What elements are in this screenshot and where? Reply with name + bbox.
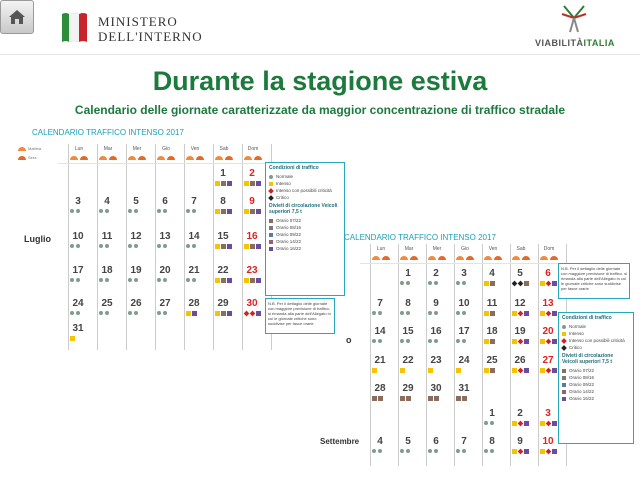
traffic-indicator bbox=[428, 281, 440, 285]
traffic-indicator bbox=[70, 209, 82, 213]
traffic-indicator bbox=[186, 311, 198, 316]
italian-flag-logo bbox=[60, 10, 90, 44]
traffic-indicator bbox=[456, 396, 468, 401]
calendar-day: 9 bbox=[433, 298, 439, 309]
traffic-indicator bbox=[128, 209, 140, 213]
legend-ban-1422: Orario 14/22 bbox=[266, 238, 344, 245]
calendar-day: 8 bbox=[489, 436, 495, 447]
traffic-indicator bbox=[157, 244, 169, 248]
day-name: Lun bbox=[376, 246, 386, 252]
traffic-indicator bbox=[540, 339, 558, 344]
traffic-indicator bbox=[512, 339, 530, 344]
sun-icon bbox=[428, 256, 436, 260]
traffic-indicator bbox=[99, 209, 111, 213]
traffic-indicator bbox=[157, 209, 169, 213]
traffic-indicator bbox=[186, 209, 198, 213]
traffic-indicator bbox=[70, 278, 82, 282]
traffic-indicator bbox=[456, 449, 468, 453]
traffic-indicator bbox=[244, 311, 262, 316]
traffic-indicator bbox=[428, 339, 440, 343]
legend-box-right bbox=[558, 312, 634, 444]
calendar-day: 10 bbox=[458, 298, 470, 309]
grid-vline bbox=[126, 144, 127, 350]
calendar-day: 2 bbox=[517, 408, 523, 419]
calendar-day: 16 bbox=[430, 326, 442, 337]
traffic-indicator bbox=[244, 244, 262, 249]
sun-icon bbox=[494, 256, 502, 260]
traffic-indicator bbox=[186, 278, 198, 282]
traffic-indicator bbox=[484, 339, 496, 344]
sun-icon bbox=[109, 156, 117, 160]
calendar-day: 9 bbox=[517, 436, 523, 447]
traffic-indicator bbox=[512, 311, 530, 316]
sun-icon bbox=[215, 156, 223, 160]
calendar-day: 20 bbox=[159, 265, 171, 276]
day-name: Ven bbox=[488, 246, 498, 252]
sun-icon bbox=[244, 156, 252, 160]
traffic-indicator bbox=[456, 281, 468, 285]
grid-vline bbox=[68, 144, 69, 350]
viabilita-italia-wordmark: VIABILITÀITALIA bbox=[535, 38, 615, 48]
calendar-day: 25 bbox=[101, 298, 113, 309]
calendar-day: 13 bbox=[542, 298, 554, 309]
sun-icon bbox=[512, 256, 520, 260]
traffic-indicator bbox=[456, 339, 468, 343]
calendar-day: 8 bbox=[220, 196, 226, 207]
traffic-indicator bbox=[400, 368, 406, 373]
calendar-day: 8 bbox=[405, 298, 411, 309]
calendar-day: 14 bbox=[374, 326, 386, 337]
traffic-indicator bbox=[484, 449, 496, 453]
calendar-day: 29 bbox=[402, 383, 414, 394]
legend-ban-0816: Orario 08/16 bbox=[559, 374, 633, 381]
legend-ban-1622: Orario 16/22 bbox=[559, 395, 633, 402]
calendar-day: 7 bbox=[377, 298, 383, 309]
legend-ban-0722: Orario 07/22 bbox=[559, 367, 633, 374]
traffic-indicator bbox=[372, 339, 384, 343]
traffic-indicator bbox=[400, 339, 412, 343]
calendar-day: 16 bbox=[246, 231, 258, 242]
day-name: Sab bbox=[219, 146, 229, 152]
legend-ban-title: Divieti di circolazione Veicoli superiori 7,5 t bbox=[269, 203, 338, 215]
legend-title: Condizioni di traffico bbox=[562, 315, 612, 321]
traffic-indicator bbox=[99, 311, 111, 315]
calendar-day: 1 bbox=[405, 268, 411, 279]
calendar-day: 31 bbox=[72, 323, 84, 334]
legend-item-critical: Critico bbox=[266, 194, 344, 201]
sun-icon bbox=[382, 256, 390, 260]
traffic-indicator bbox=[157, 278, 169, 282]
traffic-indicator bbox=[157, 311, 169, 315]
calendar-day: 3 bbox=[75, 196, 81, 207]
traffic-indicator bbox=[540, 449, 558, 454]
calendar-day: 27 bbox=[159, 298, 171, 309]
legend-ban-0922: Orario 09/22 bbox=[559, 381, 633, 388]
home-button[interactable] bbox=[0, 0, 34, 34]
traffic-indicator bbox=[428, 368, 434, 373]
traffic-indicator bbox=[215, 244, 233, 249]
day-name: Ven bbox=[190, 146, 200, 152]
day-name: Mer bbox=[132, 146, 142, 152]
day-name: Gio bbox=[461, 246, 469, 252]
traffic-indicator bbox=[215, 209, 233, 214]
traffic-indicator bbox=[372, 311, 384, 315]
sun-icon bbox=[400, 256, 408, 260]
sun-icon bbox=[225, 156, 233, 160]
grid-vline bbox=[184, 144, 185, 350]
calendar-left-title: CALENDARIO TRAFFICO INTENSO 2017 bbox=[32, 128, 184, 137]
sun-icon bbox=[550, 256, 558, 260]
sun-icon bbox=[372, 256, 380, 260]
traffic-indicator bbox=[128, 311, 140, 315]
calendar-day: 26 bbox=[514, 355, 526, 366]
calendar-day: 23 bbox=[430, 355, 442, 366]
traffic-indicator bbox=[512, 281, 530, 286]
calendar-day: 17 bbox=[72, 265, 84, 276]
calendar-day: 4 bbox=[104, 196, 110, 207]
sun-icon bbox=[80, 156, 88, 160]
calendar-day: 4 bbox=[489, 268, 495, 279]
calendar-day: 10 bbox=[72, 231, 84, 242]
traffic-indicator bbox=[484, 421, 496, 425]
legend-box-left bbox=[265, 162, 345, 296]
legend-ban-1622: Orario 16/22 bbox=[266, 245, 344, 252]
sun-icon bbox=[128, 156, 136, 160]
calendar-day: 20 bbox=[542, 326, 554, 337]
traffic-indicator bbox=[540, 281, 558, 286]
traffic-indicator bbox=[428, 311, 440, 315]
sun-icon bbox=[157, 156, 165, 160]
calendar-day: 18 bbox=[486, 326, 498, 337]
traffic-indicator bbox=[540, 421, 558, 426]
calendar-day: 30 bbox=[246, 298, 258, 309]
ministry-name-line2: DELL'INTERNO bbox=[98, 29, 203, 44]
traffic-indicator bbox=[215, 181, 233, 186]
calendar-day: 7 bbox=[191, 196, 197, 207]
calendar-day: 5 bbox=[405, 436, 411, 447]
calendar-day: 5 bbox=[517, 268, 523, 279]
calendar-day: 6 bbox=[545, 268, 551, 279]
day-name: Mar bbox=[103, 146, 113, 152]
sun-icon bbox=[186, 156, 194, 160]
calendar-day: 30 bbox=[430, 383, 442, 394]
calendar-day: 13 bbox=[159, 231, 171, 242]
day-name: Mar bbox=[404, 246, 414, 252]
month-label-july: Luglio bbox=[24, 234, 51, 244]
legend-morning-icon bbox=[18, 147, 26, 151]
header-divider bbox=[0, 54, 640, 55]
sun-icon bbox=[466, 256, 474, 260]
calendar-day: 15 bbox=[402, 326, 414, 337]
sun-icon bbox=[167, 156, 175, 160]
month-label-august-partial: o bbox=[346, 335, 352, 345]
viabilita-italia-logo bbox=[560, 4, 588, 34]
traffic-indicator bbox=[512, 368, 530, 373]
traffic-indicator bbox=[484, 368, 496, 373]
legend-item-intense: Intenso bbox=[266, 180, 344, 187]
calendar-day: 10 bbox=[542, 436, 554, 447]
traffic-indicator bbox=[456, 368, 462, 373]
traffic-indicator bbox=[128, 244, 140, 248]
calendar-day: 28 bbox=[188, 298, 200, 309]
traffic-indicator bbox=[244, 181, 262, 186]
traffic-indicator bbox=[70, 336, 76, 341]
calendar-day: 26 bbox=[130, 298, 142, 309]
traffic-indicator bbox=[244, 278, 262, 283]
sun-icon bbox=[410, 256, 418, 260]
calendar-day: 5 bbox=[133, 196, 139, 207]
calendar-day: 28 bbox=[374, 383, 386, 394]
traffic-indicator bbox=[70, 244, 82, 248]
legend-evening-icon bbox=[18, 156, 26, 160]
calendar-day: 17 bbox=[458, 326, 470, 337]
calendar-day: 14 bbox=[188, 231, 200, 242]
traffic-indicator bbox=[400, 449, 412, 453]
home-icon bbox=[7, 7, 27, 27]
traffic-indicator bbox=[99, 244, 111, 248]
sun-icon bbox=[540, 256, 548, 260]
traffic-indicator bbox=[186, 244, 198, 248]
calendar-day: 24 bbox=[458, 355, 470, 366]
legend-ban-0922: Orario 09/22 bbox=[266, 231, 344, 238]
day-name: Sab bbox=[516, 246, 526, 252]
day-name: Gio bbox=[162, 146, 170, 152]
legend-ban-1422: Orario 14/22 bbox=[559, 388, 633, 395]
legend-ban-0816: Orario 08/16 bbox=[266, 224, 344, 231]
legend-item-critical-possible: Intenso con possibili criticità bbox=[266, 187, 344, 194]
traffic-indicator bbox=[128, 278, 140, 282]
calendar-day: 4 bbox=[377, 436, 383, 447]
sun-icon bbox=[522, 256, 530, 260]
calendar-day: 25 bbox=[486, 355, 498, 366]
page-subtitle: Calendario delle giornate caratterizzate da maggior concentrazione di traffico stradale bbox=[74, 103, 566, 117]
traffic-indicator bbox=[400, 281, 412, 285]
grid-hline bbox=[58, 163, 271, 164]
calendar-day: 19 bbox=[514, 326, 526, 337]
traffic-indicator bbox=[400, 311, 412, 315]
page-title: Durante la stagione estiva bbox=[152, 66, 488, 96]
calendar-right-title: CALENDARIO TRAFFICO INTENSO 2017 bbox=[344, 233, 496, 242]
calendar-day: 7 bbox=[461, 436, 467, 447]
day-name: Dom bbox=[543, 246, 555, 252]
calendar-day: 6 bbox=[433, 436, 439, 447]
legend-item-normal: Normale bbox=[266, 173, 344, 180]
traffic-indicator bbox=[512, 449, 530, 454]
day-name: Lun bbox=[74, 146, 84, 152]
calendar-day: 21 bbox=[188, 265, 200, 276]
legend-item-normal: Normale bbox=[559, 323, 633, 330]
calendar-day: 24 bbox=[72, 298, 84, 309]
legend-title: Condizioni di traffico bbox=[269, 165, 319, 171]
legend-evening-label: Sera bbox=[28, 155, 37, 160]
legend-ban-title: Divieti di circolazione Veicoli superiori 7,5 t bbox=[562, 353, 614, 365]
traffic-indicator bbox=[540, 368, 558, 373]
day-name: Dom bbox=[247, 146, 259, 152]
traffic-indicator bbox=[484, 281, 496, 286]
calendar-day: 19 bbox=[130, 265, 142, 276]
calendar-day: 15 bbox=[217, 231, 229, 242]
grid-vline bbox=[97, 144, 98, 350]
traffic-indicator bbox=[99, 278, 111, 282]
note-box-left: N.B. Per il dettaglio delle giornate con maggiore previsione di traffico, si rimanda alla parte dell'Allegato in cui le giornate critiche sono suddivise per fasce orarie bbox=[265, 298, 335, 334]
calendar-day: 1 bbox=[489, 408, 495, 419]
calendar-day: 18 bbox=[101, 265, 113, 276]
calendar-day: 21 bbox=[374, 355, 386, 366]
traffic-indicator bbox=[540, 311, 558, 316]
note-box-right: N.B. Per il dettaglio delle giornate con maggiore previsione di traffico, si rimanda alla parte dell'Allegato in cui le giornate critiche sono suddivise per fasce orarie bbox=[558, 263, 630, 299]
calendar-day: 11 bbox=[101, 231, 113, 242]
calendar-day: 6 bbox=[162, 196, 168, 207]
calendar-day: 12 bbox=[514, 298, 526, 309]
calendar-day: 29 bbox=[217, 298, 229, 309]
legend-ban-0722: Orario 07/22 bbox=[266, 217, 344, 224]
calendar-day: 1 bbox=[220, 168, 226, 179]
traffic-indicator bbox=[512, 421, 530, 426]
calendar-day: 2 bbox=[249, 168, 255, 179]
traffic-indicator bbox=[372, 396, 384, 401]
sun-icon bbox=[138, 156, 146, 160]
grid-hline bbox=[360, 263, 566, 264]
sun-icon bbox=[438, 256, 446, 260]
traffic-indicator bbox=[372, 368, 378, 373]
sun-icon bbox=[456, 256, 464, 260]
calendar-day: 3 bbox=[545, 408, 551, 419]
grid-vline bbox=[155, 144, 156, 350]
calendar-day: 2 bbox=[433, 268, 439, 279]
calendar-day: 22 bbox=[402, 355, 414, 366]
traffic-indicator bbox=[428, 396, 440, 401]
legend-item-critical-possible: Intenso con possibili criticità bbox=[559, 337, 633, 344]
legend-item-critical: Critico bbox=[559, 344, 633, 351]
traffic-indicator bbox=[372, 449, 384, 453]
sun-icon bbox=[254, 156, 262, 160]
calendar-day: 12 bbox=[130, 231, 142, 242]
month-label-september: Settembre bbox=[320, 437, 360, 446]
traffic-indicator bbox=[456, 311, 468, 315]
sun-icon bbox=[484, 256, 492, 260]
traffic-indicator bbox=[400, 396, 412, 401]
sun-icon bbox=[70, 156, 78, 160]
ministry-name-line1: MINISTERO bbox=[98, 14, 178, 29]
calendar-day: 9 bbox=[249, 196, 255, 207]
calendar-day: 23 bbox=[246, 265, 258, 276]
calendar-day: 11 bbox=[486, 298, 498, 309]
legend-morning-label: Mattina bbox=[28, 146, 42, 151]
day-name: Mer bbox=[432, 246, 442, 252]
sun-icon bbox=[196, 156, 204, 160]
traffic-indicator bbox=[215, 311, 233, 316]
traffic-indicator bbox=[70, 311, 82, 315]
traffic-indicator bbox=[244, 209, 262, 214]
calendar-day: 31 bbox=[458, 383, 470, 394]
sun-icon bbox=[99, 156, 107, 160]
calendar-day: 27 bbox=[542, 355, 554, 366]
calendar-day: 22 bbox=[217, 265, 229, 276]
legend-item-intense: Intenso bbox=[559, 330, 633, 337]
traffic-indicator bbox=[484, 311, 496, 316]
traffic-indicator bbox=[215, 278, 233, 283]
traffic-indicator bbox=[428, 449, 440, 453]
calendar-day: 3 bbox=[461, 268, 467, 279]
